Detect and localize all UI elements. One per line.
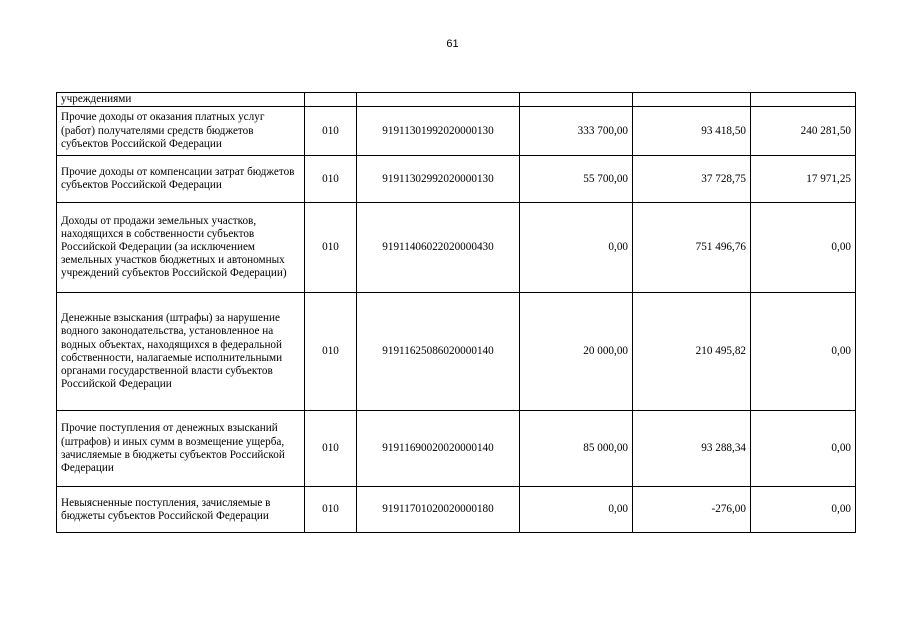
budget-table [56,92,856,533]
approved-amount-cell: 85 000,00 [520,411,633,487]
unexecuted-amount-cell: 0,00 [751,203,856,293]
executed-amount-cell [633,93,751,107]
executed-amount-cell: 751 496,76 [633,203,751,293]
line-code-cell: 010 [305,293,357,411]
table-row [57,203,856,293]
income-name-cell: Доходы от продажи земельных участков, находящихся в собственности субъектов Российской Федерации (за исключением земельных участков бюджетных и автономных учреждений субъектов Российской Федерации) [57,203,305,293]
line-code-cell: 010 [305,156,357,203]
line-code-cell: 010 [305,411,357,487]
executed-amount-cell: 93 418,50 [633,107,751,156]
approved-amount-cell: 333 700,00 [520,107,633,156]
table-row [57,411,856,487]
income-name-cell: Прочие доходы от оказания платных услуг (работ) получателями средств бюджетов субъектов Российской Федерации [57,107,305,156]
table-row [57,107,856,156]
unexecuted-amount-cell [751,93,856,107]
executed-amount-cell: 210 495,82 [633,293,751,411]
classification-code-cell: 91911625086020000140 [357,293,520,411]
classification-code-cell: 91911302992020000130 [357,156,520,203]
line-code-cell [305,93,357,107]
unexecuted-amount-cell: 0,00 [751,487,856,533]
line-code-cell: 010 [305,487,357,533]
table-row [57,156,856,203]
classification-code-cell: 91911301992020000130 [357,107,520,156]
table-row [57,93,856,107]
table-row [57,293,856,411]
approved-amount-cell: 20 000,00 [520,293,633,411]
unexecuted-amount-cell: 17 971,25 [751,156,856,203]
approved-amount-cell: 0,00 [520,203,633,293]
approved-amount-cell: 0,00 [520,487,633,533]
executed-amount-cell: -276,00 [633,487,751,533]
income-name-cell: учреждениями [57,93,305,107]
approved-amount-cell [520,93,633,107]
income-name-cell: Прочие поступления от денежных взысканий (штрафов) и иных сумм в возмещение ущерба, зачисляемые в бюджеты субъектов Российской Федерации [57,411,305,487]
unexecuted-amount-cell: 240 281,50 [751,107,856,156]
classification-code-cell [357,93,520,107]
approved-amount-cell: 55 700,00 [520,156,633,203]
income-name-cell: Денежные взыскания (штрафы) за нарушение водного законодательства, установленное на водных объектах, находящихся в федеральной собственности, налагаемые исполнительными органами государственной власти субъектов Российской Федерации [57,293,305,411]
unexecuted-amount-cell: 0,00 [751,411,856,487]
executed-amount-cell: 93 288,34 [633,411,751,487]
classification-code-cell: 91911690020020000140 [357,411,520,487]
table-row [57,487,856,533]
line-code-cell: 010 [305,203,357,293]
income-name-cell: Невыясненные поступления, зачисляемые в бюджеты субъектов Российской Федерации [57,487,305,533]
income-name-cell: Прочие доходы от компенсации затрат бюджетов субъектов Российской Федерации [57,156,305,203]
executed-amount-cell: 37 728,75 [633,156,751,203]
classification-code-cell: 91911701020020000180 [357,487,520,533]
classification-code-cell: 91911406022020000430 [357,203,520,293]
line-code-cell: 010 [305,107,357,156]
unexecuted-amount-cell: 0,00 [751,293,856,411]
page-number: 61 [446,38,459,50]
